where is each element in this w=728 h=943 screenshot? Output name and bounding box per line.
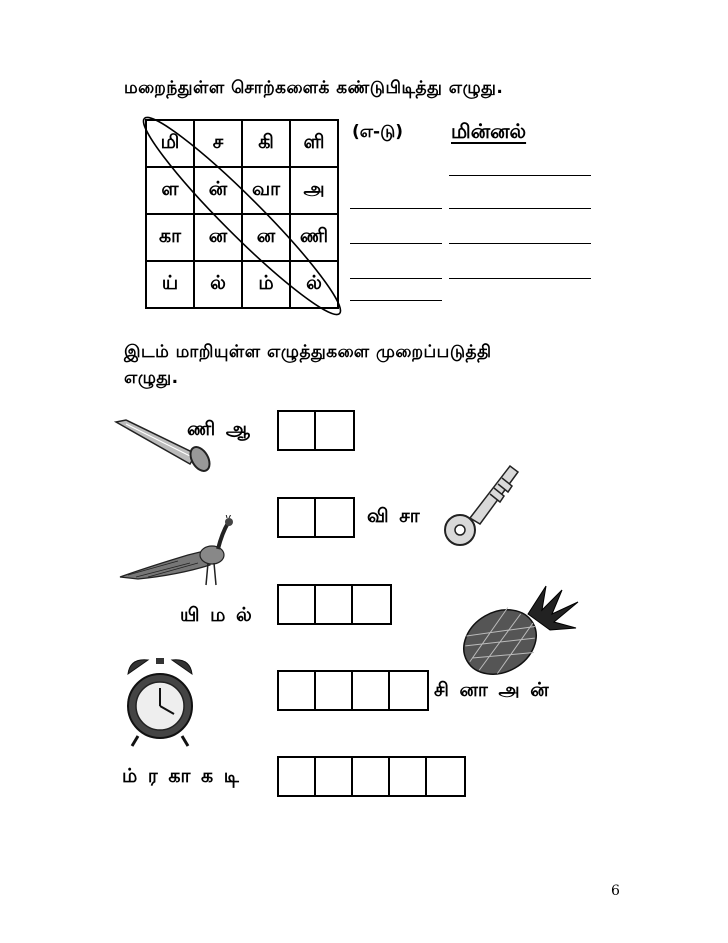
- answer-blank[interactable]: [350, 208, 442, 209]
- answer-blank[interactable]: [350, 300, 442, 301]
- answer-blank[interactable]: [350, 243, 442, 244]
- diagonal-circle-mark: [140, 114, 345, 319]
- section2-heading: இடம் மாறியுள்ள எழுத்துகளை முறைப்படுத்தி: [124, 342, 492, 362]
- answer-box[interactable]: [316, 672, 353, 709]
- grid-cell: ல்: [290, 261, 338, 308]
- grid-cell: கா: [146, 214, 194, 261]
- grid-cell: ம்: [242, 261, 290, 308]
- grid-cell: ன: [194, 214, 242, 261]
- answer-box[interactable]: [353, 672, 390, 709]
- answer-box[interactable]: [279, 499, 316, 536]
- answer-boxes[interactable]: [277, 756, 466, 797]
- answer-box[interactable]: [316, 499, 353, 536]
- answer-blank[interactable]: [449, 243, 591, 244]
- answer-box[interactable]: [279, 586, 316, 623]
- answer-blank[interactable]: [449, 278, 591, 279]
- grid-cell: ய்: [146, 261, 194, 308]
- peacock-icon: [118, 515, 238, 590]
- answer-box[interactable]: [279, 672, 316, 709]
- answer-box[interactable]: [353, 586, 390, 623]
- answer-box[interactable]: [427, 758, 464, 795]
- answer-box[interactable]: [316, 586, 353, 623]
- section2-heading-line2: எழுது.: [124, 368, 179, 388]
- page-number: 6: [611, 883, 620, 899]
- grid-cell: ன: [242, 214, 290, 261]
- jumbled-letters: வி சா: [367, 505, 422, 527]
- answer-box[interactable]: [279, 412, 316, 449]
- grid-cell: அ: [290, 167, 338, 214]
- answer-boxes[interactable]: [277, 497, 355, 538]
- answer-box[interactable]: [353, 758, 390, 795]
- grid-cell: மி: [146, 120, 194, 167]
- answer-box[interactable]: [316, 758, 353, 795]
- grid-cell: ன்: [194, 167, 242, 214]
- answer-blank[interactable]: [449, 208, 591, 209]
- grid-cell: ச: [194, 120, 242, 167]
- grid-cell: ல்: [194, 261, 242, 308]
- jumbled-letters: யி ம ல்: [180, 604, 254, 626]
- grid-cell: கி: [242, 120, 290, 167]
- answer-blank[interactable]: [350, 278, 442, 279]
- grid-cell: வா: [242, 167, 290, 214]
- answer-boxes[interactable]: [277, 670, 429, 711]
- example-word: மின்னல்: [451, 119, 527, 143]
- pineapple-icon: [454, 580, 582, 680]
- grid-cell: ணி: [290, 214, 338, 261]
- answer-box[interactable]: [390, 758, 427, 795]
- answer-blank[interactable]: [449, 175, 591, 176]
- alarm-clock-icon: [120, 652, 200, 750]
- section1-heading: மறைந்துள்ள சொற்களைக் கண்டுபிடித்து எழுது.: [124, 78, 504, 98]
- grid-cell: ளி: [290, 120, 338, 167]
- answer-boxes[interactable]: [277, 584, 392, 625]
- answer-box[interactable]: [316, 412, 353, 449]
- answer-box[interactable]: [279, 758, 316, 795]
- jumbled-letters: சி னா அ ன்: [434, 679, 551, 701]
- key-icon: [442, 458, 524, 550]
- answer-box[interactable]: [390, 672, 427, 709]
- jumbled-letters: ம் ர கா க டி: [122, 765, 241, 787]
- answer-boxes[interactable]: [277, 410, 355, 451]
- grid-cell: ள: [146, 167, 194, 214]
- example-label: (எ-டு): [352, 122, 404, 142]
- jumbled-letters: ணி ஆ: [187, 418, 252, 440]
